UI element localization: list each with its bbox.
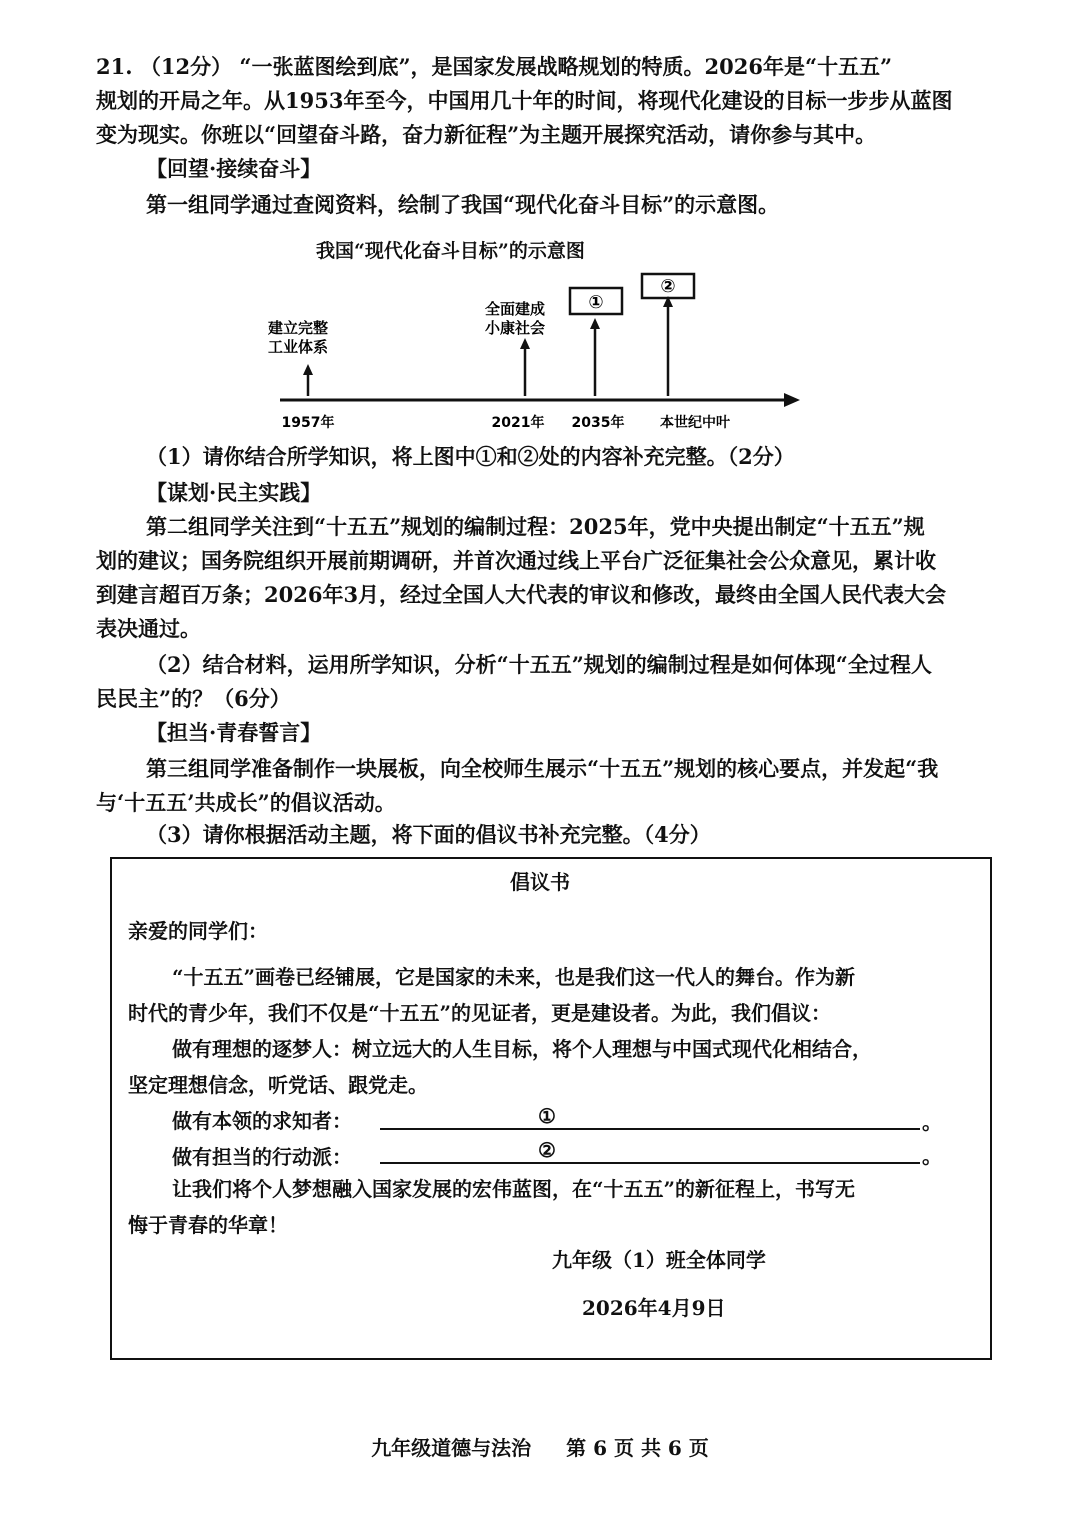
answer-line-2-marker: ② bbox=[538, 1138, 556, 1162]
footer-page-number: 第 6 页 共 6 页 bbox=[566, 1436, 709, 1460]
proposal-p1-line2: 时代的青少年，我们不仅是“十五五”的见证者，更是建设者。为此，我们倡议： bbox=[128, 1001, 832, 1025]
section2-heading: 【谋划·民主实践】 bbox=[146, 480, 322, 505]
timeline-title: 我国“现代化奋斗目标”的示意图 bbox=[316, 240, 585, 262]
arrow-head-2035 bbox=[590, 318, 600, 329]
label-1957-line2: 工业体系 bbox=[267, 338, 329, 356]
proposal-p2-line2: 坚定理想信念，听党话、跟党走。 bbox=[128, 1073, 428, 1097]
label-2021-line2: 小康社会 bbox=[484, 319, 546, 337]
section2-line1: 第二组同学关注到“十五五”规划的编制过程：2025年，党中央提出制定“十五五”规 bbox=[146, 514, 925, 539]
question-21-line3: 变为现实。你班以“回望奋斗路，奋力新征程”为主题开展探究活动，请你参与其中。 bbox=[96, 122, 877, 147]
proposal-item1-label: 做有本领的求知者： bbox=[172, 1109, 352, 1133]
answer-line-2-period: 。 bbox=[922, 1144, 942, 1168]
answer-line-1[interactable] bbox=[380, 1128, 920, 1130]
section2-line2: 划的建议；国务院组织开展前期调研，并首次通过线上平台广泛征集社会公众意见，累计收 bbox=[96, 548, 936, 573]
blank-box-1-label: ① bbox=[588, 292, 604, 313]
question-2-line1: （2）结合材料，运用所学知识，分析“十五五”规划的编制过程是如何体现“全过程人 bbox=[146, 652, 932, 677]
answer-line-1-period: 。 bbox=[922, 1110, 942, 1134]
label-1957-line1: 建立完整 bbox=[267, 319, 329, 337]
proposal-title: 倡议书 bbox=[510, 870, 570, 894]
section1-heading: 【回望·接续奋斗】 bbox=[146, 156, 322, 181]
proposal-date: 2026年4月9日 bbox=[582, 1296, 726, 1320]
question-21-line2: 规划的开局之年。从1953年至今，中国用几十年的时间，将现代化建设的目标一步步从蓝图 bbox=[96, 88, 953, 113]
answer-line-2[interactable] bbox=[380, 1162, 920, 1164]
question-1: （1）请你结合所学知识，将上图中①和②处的内容补充完整。（2分） bbox=[146, 444, 795, 469]
arrow-head-1957 bbox=[303, 364, 313, 375]
year-2035: 2035年 bbox=[571, 415, 625, 431]
blank-box-2-label: ② bbox=[660, 276, 676, 297]
section3-heading: 【担当·青春誓言】 bbox=[146, 720, 322, 745]
question-2-line2: 民民主”的？（6分） bbox=[96, 686, 291, 711]
year-2021: 2021年 bbox=[491, 415, 545, 431]
proposal-p3-line2: 悔于青春的华章！ bbox=[128, 1213, 288, 1237]
proposal-item2-label: 做有担当的行动派： bbox=[172, 1145, 352, 1169]
year-1957: 1957年 bbox=[281, 415, 335, 431]
proposal-greeting: 亲爱的同学们： bbox=[128, 919, 268, 943]
label-2021-line1: 全面建成 bbox=[484, 300, 546, 318]
section2-line3: 到建言超百万条；2026年3月，经过全国人大代表的审议和修改，最终由全国人民代表大会 bbox=[96, 582, 947, 607]
arrow-head-2021 bbox=[520, 338, 530, 349]
answer-line-1-marker: ① bbox=[538, 1104, 556, 1128]
timeline-arrowhead bbox=[784, 393, 800, 407]
timeline-diagram bbox=[240, 230, 820, 440]
proposal-signature: 九年级（1）班全体同学 bbox=[552, 1248, 766, 1272]
section1-intro: 第一组同学通过查阅资料，绘制了我国“现代化奋斗目标”的示意图。 bbox=[146, 192, 780, 217]
section3-line2: 与‘十五五’共成长”的倡议活动。 bbox=[96, 790, 396, 815]
proposal-p2-line1: 做有理想的逐梦人：树立远大的人生目标，将个人理想与中国式现代化相结合， bbox=[172, 1037, 872, 1061]
proposal-p1-line1: “十五五”画卷已经铺展，它是国家的未来，也是我们这一代人的舞台。作为新 bbox=[172, 965, 856, 989]
proposal-p3-line1: 让我们将个人梦想融入国家发展的宏伟蓝图，在“十五五”的新征程上，书写无 bbox=[172, 1177, 856, 1201]
footer-subject: 九年级道德与法治 bbox=[371, 1436, 532, 1460]
section3-line1: 第三组同学准备制作一块展板，向全校师生展示“十五五”规划的核心要点，并发起“我 bbox=[146, 756, 939, 781]
question-21-line1: 21. （12分） “一张蓝图绘到底”，是国家发展战略规划的特质。2026年是“十五五” bbox=[96, 54, 893, 79]
year-mid-century: 本世纪中叶 bbox=[660, 415, 730, 431]
page-footer bbox=[0, 1432, 1080, 1461]
section2-line4: 表决通过。 bbox=[96, 616, 201, 641]
question-3: （3）请你根据活动主题，将下面的倡议书补充完整。（4分） bbox=[146, 822, 711, 847]
